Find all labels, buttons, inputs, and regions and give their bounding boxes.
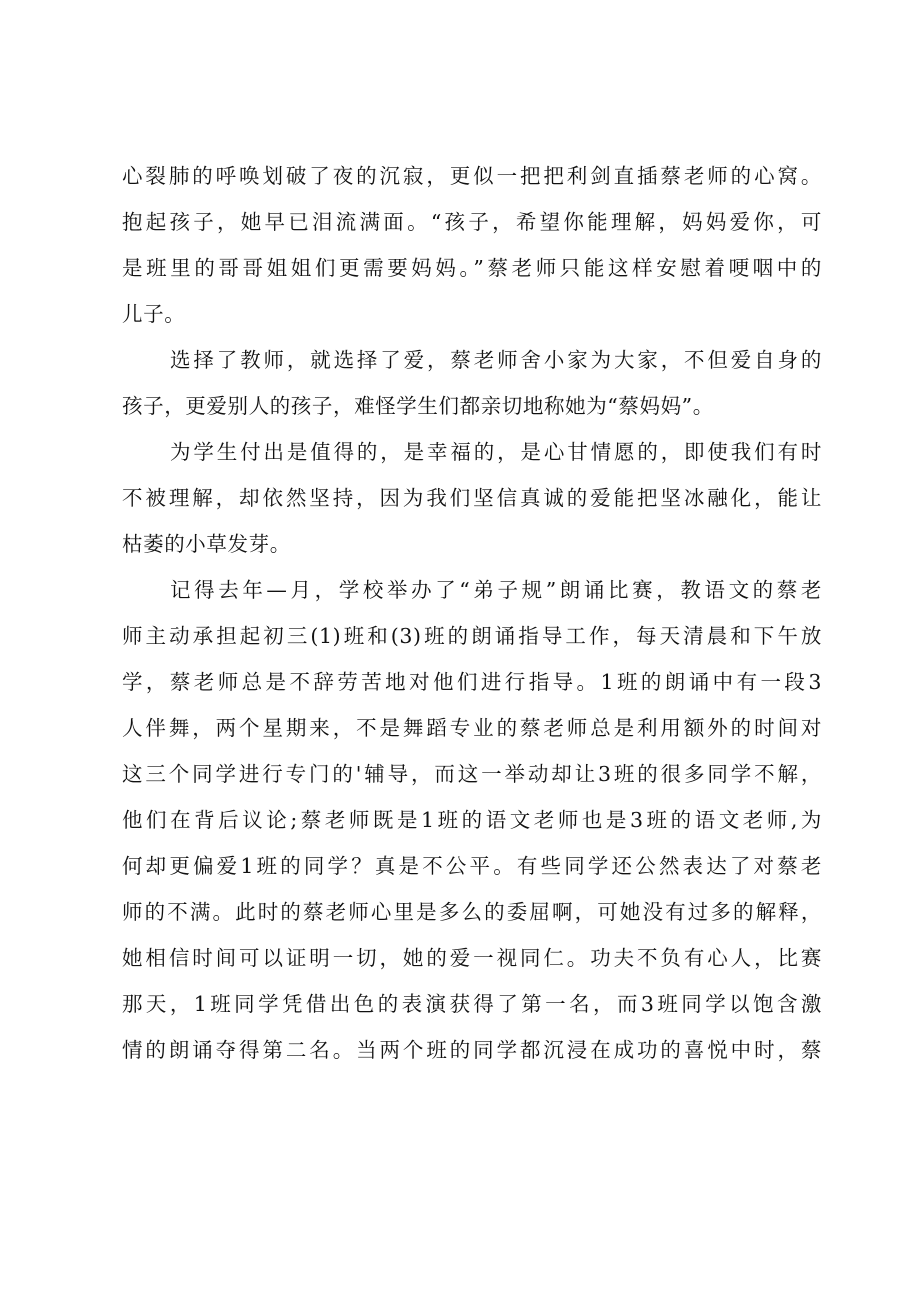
text-line: 何却更偏爱1班的同学？真是不公平。有些同学还公然表达了对蔡老 — [122, 854, 822, 878]
text-line: 枯萎的小草发芽。 — [122, 532, 291, 556]
text-line: 这三个同学进行专门的'辅导，而这一举动却让3班的很多同学不解， — [122, 762, 822, 786]
text-line: 情的朗诵夺得第二名。当两个班的同学都沉浸在成功的喜悦中时，蔡 — [122, 1038, 822, 1062]
text-line: 师的不满。此时的蔡老师心里是多么的委屈啊，可她没有过多的解释， — [122, 900, 822, 924]
text-line: 记得去年—月，学校举办了“弟子规”朗诵比赛，教语文的蔡老 — [170, 578, 822, 602]
text-line: 是班里的哥哥姐姐们更需要妈妈。”蔡老师只能这样安慰着哽咽中的 — [122, 256, 822, 280]
text-line: 不被理解，却依然坚持，因为我们坚信真诚的爱能把坚冰融化，能让 — [122, 486, 822, 510]
text-line: 孩子，更爱别人的孩子，难怪学生们都亲切地称她为“蔡妈妈”。 — [122, 394, 714, 418]
text-line: 心裂肺的呼唤划破了夜的沉寂，更似一把把利剑直插蔡老师的心窝。 — [122, 164, 822, 188]
text-line: 选择了教师，就选择了爱，蔡老师舍小家为大家，不但爱自身的 — [170, 348, 822, 372]
text-line: 为学生付出是值得的，是幸福的，是心甘情愿的，即使我们有时 — [170, 440, 822, 464]
text-line: 她相信时间可以证明一切，她的爱一视同仁。功夫不负有心人，比赛 — [122, 946, 822, 970]
text-line: 那天，1班同学凭借出色的表演获得了第一名，而3班同学以饱含激 — [122, 992, 822, 1016]
body-text — [122, 153, 822, 1073]
text-line: 学，蔡老师总是不辞劳苦地对他们进行指导。1班的朗诵中有一段3 — [122, 670, 822, 694]
text-line: 他们在背后议论;蔡老师既是1班的语文老师也是3班的语文老师,为 — [122, 808, 822, 832]
text-line: 抱起孩子，她早已泪流满面。“孩子，希望你能理解，妈妈爱你，可 — [122, 210, 822, 234]
text-line: 儿子。 — [122, 302, 186, 326]
text-line: 人伴舞，两个星期来，不是舞蹈专业的蔡老师总是利用额外的时间对 — [122, 716, 822, 740]
text-line: 师主动承担起初三(1)班和(3)班的朗诵指导工作，每天清晨和下午放 — [122, 624, 822, 648]
